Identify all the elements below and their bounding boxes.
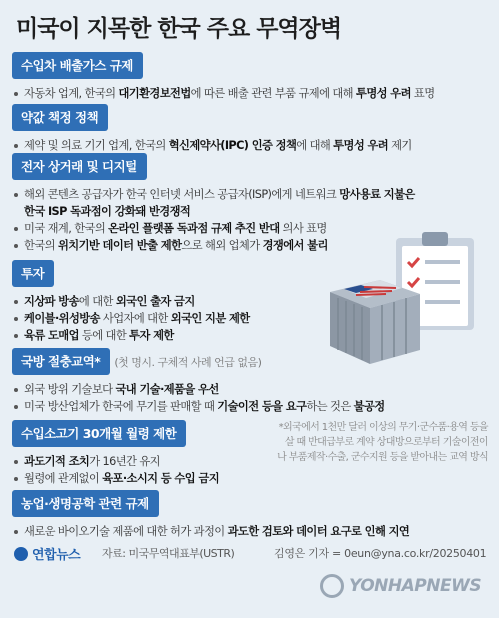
bullet-emphasis: 불공정 [353, 400, 385, 413]
bullet-emphasis: 투자 제한 [129, 329, 174, 342]
bullet-text: 미국 재계, 한국의 [24, 222, 109, 235]
bullet-emphasis: 기술이전 등을 요구 [217, 400, 307, 413]
bullet-text: 미국 방산업체가 한국에 무기를 판매할 때 [24, 400, 218, 413]
bullet-emphasis: 온라인 플랫폼 독과점 규제 추진 반대 [108, 222, 280, 235]
bullet-item [12, 137, 412, 154]
bullet-text: 새로운 바이오기술 제품에 대한 허가 과정이 [24, 525, 228, 538]
section-3 [12, 153, 415, 254]
bullet-emphasis: 투명성 우려 [333, 139, 389, 152]
bullet-text: 사업자에 대한 [99, 312, 171, 325]
bullet-list [12, 381, 385, 415]
bullet-emphasis: 육류 도매업 [24, 329, 79, 342]
bullet-text: 제기 [388, 139, 412, 152]
credit-text: 김영은 기자 = 0eun@yna.co.kr/20250401 [274, 547, 487, 560]
bullet-emphasis: 망사용료 지불은 [339, 188, 415, 201]
bullet-list [12, 137, 412, 154]
bullet-text: 자동차 업계, 한국의 [24, 87, 119, 100]
section-header: 약값 책정 정책 [12, 104, 108, 131]
bullet-text: 표명 [410, 87, 435, 100]
bullet-item [12, 220, 415, 237]
bullet-item [12, 327, 250, 344]
bullet-list [12, 453, 219, 487]
bullet-emphasis: 대기환경보전법 [118, 87, 191, 100]
watermark-logo-icon [320, 574, 344, 598]
section-4 [12, 260, 250, 344]
yonhap-logo-icon [14, 547, 28, 561]
section-header: 수입소고기 30개월 월령 제한 [12, 420, 186, 447]
bullet-text: 에 대해 [296, 139, 334, 152]
bullet-text: 해외 콘텐츠 공급자가 한국 인터넷 서비스 공급자(ISP)에게 네트워크 [24, 188, 340, 201]
bullet-emphasis: 지상파 방송 [24, 295, 79, 308]
section-1 [12, 52, 435, 102]
bullet-item [12, 310, 250, 327]
section-header-note: (첫 명시. 구체적 사례 언급 없음) [114, 356, 262, 369]
section-header: 투자 [12, 260, 54, 287]
section-header: 농업·생명공학 관련 규제 [12, 490, 159, 517]
bullet-text: 가 16년간 유지 [89, 455, 160, 468]
footnote: *외국에서 1천만 달러 이상의 무기·군수품·용역 등을 살 때 반대급부로 계약 상대방으로부터 기술이전이나 부품제작·수출, 군수지원 등을 받아내는 교역 방식 [277, 422, 488, 463]
bullet-item [12, 186, 415, 203]
bullet-emphasis: 케이블·위성방송 [24, 312, 100, 325]
bullet-text: 에 따른 배출 관련 부품 규제에 대해 [190, 87, 356, 100]
bullet-item [12, 470, 219, 487]
page-title: 미국이 지목한 한국 주요 무역장벽 [16, 16, 342, 42]
section-2 [12, 104, 412, 154]
watermark: YONHAPNEWS [320, 574, 481, 598]
bullet-emphasis: 과도한 검토와 데이터 요구로 인해 지연 [227, 525, 410, 538]
source-text: 자료: 미국무역대표부(USTR) [102, 547, 235, 560]
bullet-item [12, 398, 385, 415]
bullet-text: 의사 표명 [279, 222, 327, 235]
bullet-item [12, 237, 415, 254]
bullet-emphasis: 투명성 우려 [356, 87, 411, 100]
bullet-emphasis: 국내 기술·제품을 우선 [115, 383, 219, 396]
bullet-item [12, 523, 409, 540]
bullet-emphasis: 외국인 지분 제한 [170, 312, 250, 325]
bullet-list [12, 85, 435, 102]
section-header: 수입차 배출가스 규제 [12, 52, 143, 79]
bullet-text: 한국의 [24, 239, 58, 252]
section-header: 전자 상거래 및 디지털 [12, 153, 147, 180]
bullet-list [12, 293, 250, 344]
section-7 [12, 490, 409, 540]
bullet-text: 으로 해외 업체가 [181, 239, 263, 252]
bullet-text: 하는 것은 [306, 400, 354, 413]
yonhap-logo: 연합뉴스 [14, 544, 80, 563]
bullet-text: 등에 대한 [78, 329, 130, 342]
bullet-text: 외국 방위 기술보다 [24, 383, 116, 396]
bullet-item [12, 85, 435, 102]
bullet-emphasis: 과도기적 조치 [24, 455, 90, 468]
bullet-item [12, 381, 385, 398]
bullet-list [12, 186, 415, 254]
bullet-item [12, 453, 219, 470]
bullet-emphasis: 육포·소시지 등 수입 금지 [102, 472, 220, 485]
section-header: 국방 절충교역* [12, 348, 110, 375]
bullet-item [12, 203, 415, 220]
bullet-emphasis: 혁신제약사(IPC) 인증 정책 [168, 139, 297, 152]
bullet-list [12, 523, 409, 540]
bullet-emphasis: 외국인 출자 금지 [115, 295, 195, 308]
bullet-emphasis: 위치기반 데이터 반출 제한 [57, 239, 182, 252]
section-5 [12, 348, 385, 415]
section-6 [12, 420, 219, 487]
bullet-item [12, 293, 250, 310]
bullet-text: 월령에 관계없이 [24, 472, 103, 485]
bullet-emphasis: 경쟁에서 불리 [262, 239, 328, 252]
bullet-text: 에 대한 [78, 295, 116, 308]
bullet-emphasis: 한국 ISP 독과점이 강화돼 반경쟁적 [24, 205, 191, 218]
bullet-text: 제약 및 의료 기기 업계, 한국의 [24, 139, 169, 152]
